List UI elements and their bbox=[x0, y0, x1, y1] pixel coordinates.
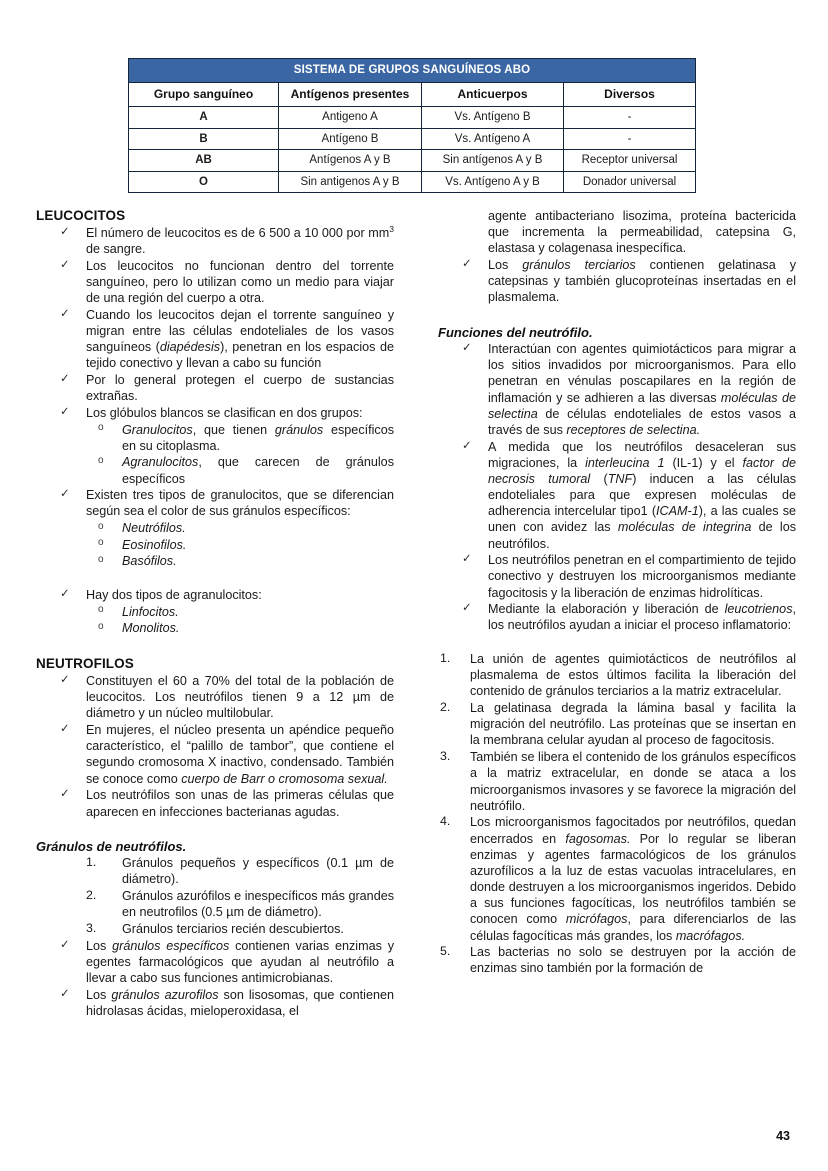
list-item-text: Monolitos. bbox=[122, 621, 180, 636]
agranulocitos-list bbox=[36, 587, 394, 603]
check-icon: ✓ bbox=[60, 258, 70, 271]
check-icon: ✓ bbox=[60, 226, 70, 238]
list-item-text: Cuando los leucocitos dejan el torrente sanguíneo y migran entre las células endoteliales de los vasos sanguíneos (diapédesis), penetran en los espacios de tejido conectivo y llevan a cabo su función bbox=[86, 307, 394, 371]
granulocitos-tipos-list bbox=[36, 520, 394, 570]
agranulocitos-tipos-list bbox=[36, 604, 394, 637]
heading-funciones-neutrofilo: Funciones del neutrófilo. bbox=[438, 325, 593, 341]
cell-anticuerpos: Sin antígenos A y B bbox=[422, 150, 564, 171]
cell-diversos: - bbox=[564, 107, 696, 128]
cell-antigenos: Sin antigenos A y B bbox=[279, 171, 422, 192]
list-item bbox=[36, 372, 394, 404]
check-icon: ✓ bbox=[462, 258, 472, 271]
list-item bbox=[438, 814, 796, 943]
list-item bbox=[36, 604, 394, 620]
granulocitos-list bbox=[36, 487, 394, 519]
right-column bbox=[438, 208, 796, 1019]
list-item bbox=[438, 651, 796, 700]
cell-antigenos: Antígenos A y B bbox=[279, 150, 422, 171]
list-item bbox=[36, 587, 394, 603]
list-item-text: A medida que los neutrófilos desaceleran sus migraciones, la interleucina 1 (IL-1) y el factor de necrosis tumoral (TNF) inducen a las células endoteliales para que expresen moléculas de adherencia intercelular tipo1 (ICAM-1), a las cuales se unen con avidez las moléculas de integrina de los neutrófilos. bbox=[488, 439, 797, 551]
list-item bbox=[36, 225, 394, 257]
body-columns bbox=[36, 208, 796, 1019]
list-number: 2. bbox=[86, 888, 97, 903]
list-item-text: La gelatinasa degrada la lámina basal y facilita la migración del neutrófilo. Las proteínas que se insertan en la membrana celular ayudan al proceso de fagocitosis. bbox=[470, 701, 796, 748]
list-item-text: Los neutrófilos penetran en el compartimiento de tejido conectivo y destruyen los microorganismos mediante fagocitosis y la liberación de enzimas hidrolíticas. bbox=[488, 553, 796, 600]
cell-antigenos: Antigeno A bbox=[279, 107, 422, 128]
check-icon: ✓ bbox=[462, 602, 472, 615]
list-item-text: Los gránulos terciarios contienen gelatinasa y catepsinas y también glucoproteínas insertadas en el plasmalema. bbox=[488, 258, 796, 305]
list-item bbox=[438, 552, 796, 601]
cell-antigenos: Antígeno B bbox=[279, 128, 422, 149]
list-item-text: Los neutrófilos son unas de las primeras células que aparecen en infecciones bacterianas agudas. bbox=[86, 788, 394, 819]
table-header-diversos: Diversos bbox=[564, 83, 696, 107]
list-item-text: Los gránulos azurofilos son lisosomas, que contienen hidrolasas ácidas, mieloperoxidasa, el bbox=[86, 987, 394, 1018]
check-icon: ✓ bbox=[60, 488, 70, 501]
check-icon: ✓ bbox=[462, 342, 472, 355]
list-item-text: Interactúan con agentes quimiotácticos para migrar a los sitios invadidos por microorganismos. Para ello penetran en vénulas poscapilares en la región de inflamación y se adhieren a las diversas moléculas de selectina de células endoteliales de estos vasos a través de sus receptores de selectina. bbox=[488, 342, 796, 437]
left-column bbox=[36, 208, 394, 1019]
check-icon: ✓ bbox=[60, 373, 70, 386]
list-item-text: Las bacterias no solo se destruyen por la acción de enzimas sino también por la formación de bbox=[470, 945, 796, 976]
check-icon: ✓ bbox=[60, 307, 70, 320]
list-item bbox=[36, 405, 394, 421]
list-item bbox=[438, 601, 796, 633]
list-number: 3. bbox=[440, 749, 451, 764]
list-item-text: Los microorganismos fagocitados por neutrófilos, quedan encerrados en fagosomas. Por lo regular se liberan enzimas y agentes farmacológicos de los gránulos azurofílicos a la luz de estas vacuolas intracelulares, en donde destruyen a los microorganismos ingeridos. Debido a sus funciones fagocíticas, los neutrófilos también se conocen como micrófagos, para diferenciarlos de las células fagocíticas más grandes, los macrófagos. bbox=[470, 815, 797, 943]
funciones-list bbox=[438, 341, 796, 634]
circle-bullet-icon: o bbox=[98, 620, 104, 632]
spacer bbox=[36, 820, 394, 839]
proceso-inflamatorio-list bbox=[438, 651, 796, 976]
list-item-text: Granulocitos, que tienen gránulos específicos en su citoplasma. bbox=[122, 422, 395, 453]
continuation-paragraph bbox=[438, 208, 796, 257]
list-item bbox=[36, 307, 394, 372]
list-item bbox=[438, 439, 796, 552]
list-item-text: Gránulos terciarios recién descubiertos. bbox=[122, 921, 344, 936]
list-item-text: Agranulocitos, que carecen de gránulos específicos bbox=[122, 455, 394, 486]
list-item-text: Mediante la elaboración y liberación de leucotrienos, los neutrófilos ayudan a iniciar el proceso inflamatorio: bbox=[488, 602, 796, 633]
list-item bbox=[438, 700, 796, 749]
list-number: 3. bbox=[86, 920, 97, 935]
check-icon: ✓ bbox=[462, 439, 472, 452]
check-icon: ✓ bbox=[60, 938, 70, 951]
circle-bullet-icon: o bbox=[98, 553, 104, 565]
list-item bbox=[36, 673, 394, 722]
list-item-text: Neutrófilos. bbox=[122, 521, 186, 536]
circle-bullet-icon: o bbox=[98, 520, 104, 532]
heading-neutrofilos: NEUTROFILOS bbox=[36, 656, 134, 672]
list-item bbox=[438, 341, 796, 438]
list-item-text: Existen tres tipos de granulocitos, que se diferencian según sea el color de sus gránulos específicos: bbox=[86, 488, 394, 519]
cell-grupo: B bbox=[129, 128, 279, 149]
table-row bbox=[129, 107, 696, 128]
list-item bbox=[438, 257, 796, 306]
granulos-numbered-list bbox=[36, 855, 394, 937]
heading-leucocitos: LEUCOCITOS bbox=[36, 208, 126, 223]
cell-diversos: Donador universal bbox=[564, 171, 696, 192]
check-icon: ✓ bbox=[60, 987, 70, 1000]
cell-anticuerpos: Vs. Antígeno A y B bbox=[422, 171, 564, 192]
list-item-text: Linfocitos. bbox=[122, 604, 179, 619]
list-item bbox=[36, 722, 394, 787]
list-item-text: Basófilos. bbox=[122, 554, 177, 569]
circle-bullet-icon: o bbox=[98, 604, 104, 616]
spacer bbox=[438, 634, 796, 651]
list-number: 5. bbox=[440, 944, 451, 959]
list-number: 1. bbox=[440, 651, 451, 666]
table-header-antigenos: Antígenos presentes bbox=[279, 83, 422, 107]
table-row bbox=[129, 171, 696, 192]
list-item bbox=[36, 787, 394, 819]
list-item bbox=[438, 944, 796, 976]
list-item-text: Hay dos tipos de agranulocitos: bbox=[86, 588, 262, 603]
spacer bbox=[438, 306, 796, 325]
page-number: 43 bbox=[776, 1129, 790, 1143]
cell-diversos: - bbox=[564, 128, 696, 149]
list-item bbox=[36, 487, 394, 519]
list-item-text: Eosinofilos. bbox=[122, 537, 187, 552]
spacer bbox=[36, 570, 394, 587]
check-icon: ✓ bbox=[60, 674, 70, 687]
spacer bbox=[36, 637, 394, 656]
list-item-text: Por lo general protegen el cuerpo de sustancias extrañas. bbox=[86, 373, 394, 404]
list-item-text: La unión de agentes quimiotácticos de neutrófilos al plasmalema de estos últimos facilita la liberación del contenido de gránulos terciarios a la matriz extracelular. bbox=[470, 652, 796, 699]
circle-bullet-icon: o bbox=[98, 422, 104, 434]
circle-bullet-icon: o bbox=[98, 454, 104, 466]
list-item-text: Los glóbulos blancos se clasifican en dos grupos: bbox=[86, 405, 363, 420]
abo-blood-group-table bbox=[128, 58, 696, 193]
list-item bbox=[36, 553, 394, 569]
list-item-text: Gránulos azurófilos e inespecíficos más grandes en neutrofilos (0.5 µm de diámetro). bbox=[122, 889, 394, 920]
table-row bbox=[129, 128, 696, 149]
cell-grupo: O bbox=[129, 171, 279, 192]
heading-granulos-neutrofilos: Gránulos de neutrófilos. bbox=[36, 839, 187, 855]
cell-diversos: Receptor universal bbox=[564, 150, 696, 171]
list-item bbox=[36, 454, 394, 486]
granulos-checks-list bbox=[36, 938, 394, 1019]
list-number: 2. bbox=[440, 700, 451, 715]
list-item bbox=[36, 855, 394, 887]
list-item bbox=[36, 520, 394, 536]
check-icon: ✓ bbox=[60, 405, 70, 418]
granulos-continuation-list bbox=[438, 208, 796, 306]
continuation-text: agente antibacteriano lisozima, proteína bactericida que incrementa la permeabilidad, catepsina G, elastasa y colagenasa inespecífica. bbox=[488, 209, 796, 256]
list-item bbox=[36, 888, 394, 920]
table-header-anticuerpos: Anticuerpos bbox=[422, 83, 564, 107]
list-item bbox=[36, 938, 394, 987]
circle-bullet-icon: o bbox=[98, 537, 104, 549]
table-row bbox=[129, 150, 696, 171]
grupos-sublist bbox=[36, 422, 394, 487]
abo-table-container bbox=[128, 58, 695, 193]
leucocitos-list bbox=[36, 225, 394, 421]
list-item-text: El número de leucocitos es de 6 500 a 10 000 por $mm^3$ de sangre. bbox=[86, 223, 394, 257]
check-icon: ✓ bbox=[462, 553, 472, 566]
list-item bbox=[36, 258, 394, 307]
cell-anticuerpos: Vs. Antígeno A bbox=[422, 128, 564, 149]
list-item bbox=[36, 537, 394, 553]
table-header-row bbox=[129, 83, 696, 107]
check-icon: ✓ bbox=[60, 588, 70, 601]
list-item bbox=[36, 921, 394, 937]
table-header-grupo: Grupo sanguíneo bbox=[129, 83, 279, 107]
list-item-text: Gránulos pequeños y específicos (0.1 µm de diámetro). bbox=[122, 856, 394, 887]
neutrofilos-list bbox=[36, 673, 394, 820]
list-item-text: Constituyen el 60 a 70% del total de la población de leucocitos. Los neutrófilos tienen 9 a 12 µm de diámetro y un núcleo multilobular. bbox=[86, 674, 394, 721]
list-item-text: También se libera el contenido de los gránulos específicos a la matriz extracelular, en donde se ataca a los microorganismos invasores y se favorece la migración del neutrófilo. bbox=[470, 750, 796, 813]
list-item-text: En mujeres, el núcleo presenta un apéndice pequeño característico, el “palillo de tambor”, que contiene el segundo cromosoma X inactivo, condensado. También se conoce como cuerpo de Barr o cromosoma sexual. bbox=[86, 723, 394, 786]
cell-grupo: A bbox=[129, 107, 279, 128]
list-item bbox=[438, 749, 796, 814]
list-item bbox=[36, 422, 394, 454]
list-item-text: Los leucocitos no funcionan dentro del torrente sanguíneo, pero lo utilizan como un medio para viajar de una región del cuerpo a otra. bbox=[86, 258, 394, 306]
cell-grupo: AB bbox=[129, 150, 279, 171]
list-item bbox=[36, 987, 394, 1019]
table-title: SISTEMA DE GRUPOS SANGUÍNEOS ABO bbox=[129, 59, 696, 83]
list-item-text: Los gránulos específicos contienen varias enzimas y egentes farmacológicos que ayudan al neutrófilo a llevar a cabo sus funciones antimicrobianas. bbox=[86, 938, 394, 985]
list-item bbox=[36, 620, 394, 636]
table-title-row bbox=[129, 59, 696, 83]
list-number: 4. bbox=[440, 814, 451, 829]
list-number: 1. bbox=[86, 855, 97, 870]
cell-anticuerpos: Vs. Antígeno B bbox=[422, 107, 564, 128]
check-icon: ✓ bbox=[60, 788, 70, 801]
check-icon: ✓ bbox=[60, 723, 70, 736]
